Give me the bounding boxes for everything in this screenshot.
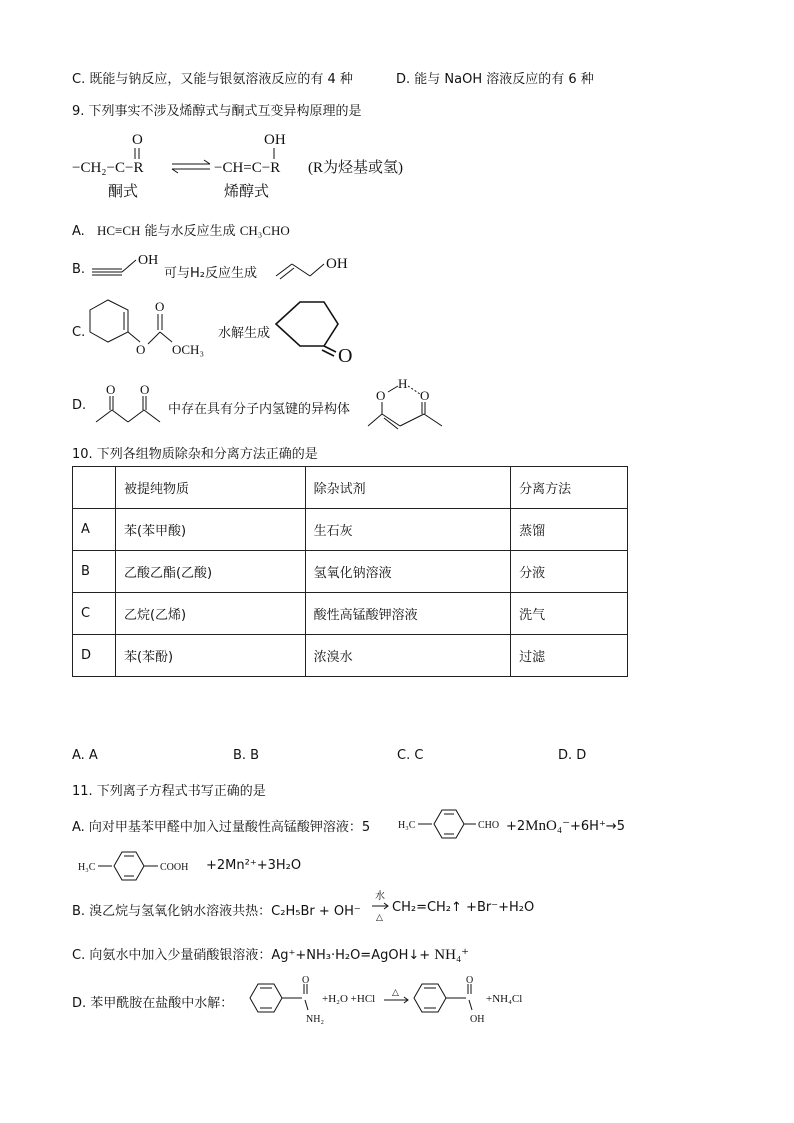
- acetylacetone-structure: [92, 382, 164, 430]
- svg-text:△: △: [392, 987, 399, 997]
- q11-option-b-text: B. 溴乙烷与氢氧化钠水溶液共热：C₂H₅Br + OH⁻: [72, 904, 361, 919]
- table-row: B 乙酸乙酯(乙酸) 氢氧化钠溶液 分液: [73, 551, 628, 593]
- q9-option-a: A. HC≡CH 能与水反应生成 CH₃CHO: [72, 223, 290, 239]
- keto-formula: −CH₂−C−R: [72, 160, 144, 176]
- table-header-row: 被提纯物质 除杂试剂 分离方法: [73, 467, 628, 509]
- benzoic-acid-structure: [410, 974, 488, 1026]
- q8-option-d: D. 能与 NaOH 溶液反应的有 6 种: [396, 72, 594, 87]
- p-toluic-acid-structure: [76, 848, 206, 884]
- keto-enol-scheme: [70, 126, 430, 202]
- keto-label: 酮式: [108, 184, 139, 200]
- enol-label: 烯醇式: [224, 184, 270, 200]
- q8-option-c: C. 既能与钠反应，又能与银氨溶液反应的有 4 种: [72, 72, 353, 87]
- table-row: A 苯(苯甲酸) 生石灰 蒸馏: [73, 509, 628, 551]
- q9-option-d-text: 中存在具有分子内氢键的异构体: [168, 402, 351, 417]
- ester-o: O: [136, 342, 146, 357]
- svg-text:O: O: [106, 382, 116, 397]
- keto-o: O: [132, 132, 143, 148]
- q10-answer-c: C. C: [397, 748, 424, 763]
- table-row: C 乙烷(乙烯) 酸性高锰酸钾溶液 洗气: [73, 593, 628, 635]
- svg-text:COOH: COOH: [160, 862, 189, 873]
- svg-text:H₃C: H₃C: [78, 862, 96, 873]
- cyclohexanone-structure: [272, 298, 362, 366]
- q11-option-d-text: D. 苯甲酰胺在盐酸中水解：: [72, 996, 234, 1011]
- q11-option-d-mid: +H₂O +HCl: [322, 993, 376, 1005]
- purification-table: [72, 466, 628, 677]
- svg-text:水: 水: [375, 891, 385, 902]
- q11-stem: 11. 下列离子方程式书写正确的是: [72, 784, 266, 799]
- q9-option-c-text: 水解生成: [218, 326, 271, 341]
- propargyl-alcohol-structure: [90, 250, 162, 280]
- q9-option-c-label: C.: [72, 325, 86, 340]
- q11-option-b-tail: CH₂=CH₂↑ +Br⁻+H₂O: [392, 900, 535, 915]
- svg-text:CHO: CHO: [478, 820, 500, 831]
- q9-option-d-label: D.: [72, 398, 87, 413]
- enol-carbonate-structure: [88, 296, 218, 362]
- allyl-alcohol-structure: [272, 252, 362, 282]
- r-note: (R为烃基或氢): [308, 160, 403, 176]
- svg-text:NH₂: NH₂: [306, 1014, 324, 1025]
- svg-text:O: O: [376, 388, 386, 403]
- enol-formula: −CH=C−R: [214, 160, 281, 176]
- svg-text:H₃C: H₃C: [398, 820, 416, 831]
- q11-option-a-tail: +2Mn²⁺+3H₂O: [206, 858, 302, 873]
- svg-text:O: O: [302, 975, 310, 986]
- enol-hbond-structure: [364, 374, 450, 434]
- table-row: D 苯(苯酚) 浓溴水 过滤: [73, 635, 628, 677]
- svg-text:O: O: [466, 975, 474, 986]
- q11-option-a-text: A. 向对甲基苯甲醛中加入过量酸性高锰酸钾溶液：5: [72, 820, 371, 835]
- svg-text:△: △: [376, 912, 383, 922]
- q9-option-b-text: 可与H₂反应生成: [164, 266, 257, 281]
- q10-answer-d: D. D: [558, 748, 587, 763]
- benzamide-structure: [246, 974, 326, 1026]
- q9-stem: 9. 下列事实不涉及烯醇式与酮式互变异构原理的是: [72, 104, 362, 119]
- svg-text:H: H: [398, 376, 408, 391]
- oh-label: OH: [138, 253, 159, 268]
- reaction-arrow: [370, 888, 392, 924]
- enol-oh: OH: [264, 132, 286, 148]
- heat-arrow: [382, 986, 412, 1006]
- q10-stem: 10. 下列各组物质除杂和分离方法正确的是: [72, 447, 318, 462]
- q11-option-c-text: C. 向氨水中加入少量硝酸银溶液：Ag⁺+NH₃·H₂O=AgOH↓+ NH₄⁺: [72, 947, 470, 963]
- ketone-o: O: [338, 345, 353, 366]
- svg-text:OH: OH: [470, 1014, 485, 1025]
- carbonyl-o: O: [155, 299, 165, 314]
- q9-option-b-label: B.: [72, 262, 86, 277]
- svg-text:O: O: [140, 382, 150, 397]
- q11-option-d-tail: +NH₄Cl: [486, 993, 523, 1005]
- svg-text:O: O: [420, 388, 430, 403]
- methoxy-group: OCH₃: [172, 342, 204, 357]
- q11-option-a-mid: +2MnO₄⁻+6H⁺→5: [506, 818, 625, 834]
- q10-answer-a: A. A: [72, 748, 98, 763]
- q10-answer-b: B. B: [233, 748, 260, 763]
- oh-label: OH: [326, 256, 348, 272]
- p-tolualdehyde-structure: [396, 806, 506, 842]
